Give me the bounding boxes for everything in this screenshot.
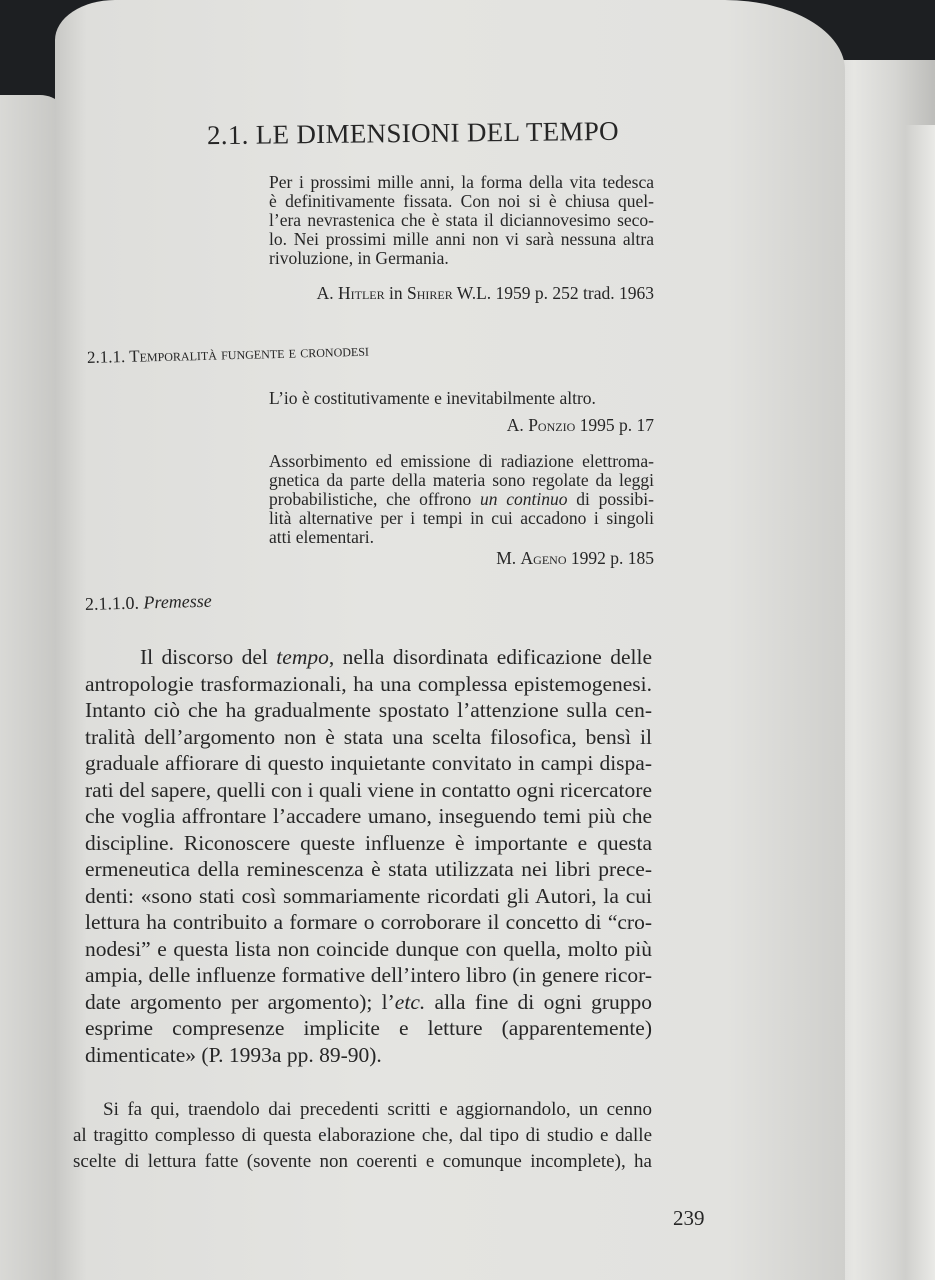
text-line bbox=[85, 777, 652, 804]
text-line bbox=[73, 1149, 652, 1175]
text-line bbox=[269, 509, 654, 528]
text-segment: gnetica da parte della materia sono regolate da leggi bbox=[269, 470, 654, 490]
text-line bbox=[85, 830, 652, 857]
text-segment: alla fine di ogni gruppo bbox=[425, 989, 652, 1014]
attr-text: M. bbox=[496, 548, 521, 568]
text-segment: graduale affiorare di questo inquietante convitato in campi dispa- bbox=[85, 751, 652, 775]
attr-text: A. bbox=[316, 283, 338, 303]
text-line bbox=[85, 644, 652, 671]
quote-ponzio bbox=[269, 389, 654, 408]
paragraph-2 bbox=[73, 1097, 652, 1175]
text-segment: Intanto ciò che ha gradualmente spostato l’attenzione sulla cen- bbox=[85, 698, 652, 722]
text-segment: date argomento per argomento); l’ bbox=[85, 989, 395, 1014]
text-line bbox=[269, 452, 654, 471]
text-line bbox=[269, 528, 654, 547]
text-segment: antropologie trasformazionali, ha una complessa epistemogenesi. bbox=[85, 671, 652, 696]
text-segment: ampia, delle influenze formative dell’intero libro (in genere ricor- bbox=[85, 963, 652, 987]
italic-text: etc. bbox=[394, 989, 426, 1014]
text-segment: Assorbimento ed emissione di radiazione elettroma- bbox=[269, 451, 654, 471]
epigraph-attribution bbox=[205, 283, 654, 304]
text-line bbox=[85, 1015, 652, 1042]
text-segment: esprime compresenze implicite e letture (apparentemente) bbox=[85, 1016, 652, 1040]
text-segment: è definitivamente fissata. Con noi si è chiusa quel- bbox=[269, 191, 654, 211]
text-line bbox=[85, 1042, 652, 1069]
text-line bbox=[73, 1123, 652, 1149]
text-line bbox=[85, 750, 652, 777]
text-segment: Il discorso del bbox=[140, 645, 277, 669]
text-line bbox=[269, 249, 654, 268]
attr-text: A. bbox=[506, 415, 529, 435]
text-line bbox=[269, 471, 654, 490]
italic-text: un continuo bbox=[480, 489, 568, 509]
text-segment: , nella disordinata edificazione delle bbox=[328, 645, 653, 669]
page-number: 239 bbox=[673, 1206, 705, 1230]
page-stack-edges-outer bbox=[905, 125, 935, 1280]
text-segment: l’era nevrastenica che è stata il diciannovesimo seco- bbox=[269, 210, 654, 230]
text-line bbox=[85, 989, 652, 1016]
text-segment: scelte di lettura fatte (sovente non coerenti e comunque incomplete), ha bbox=[73, 1151, 652, 1172]
text-line bbox=[85, 962, 652, 989]
attr-text: 1995 p. 17 bbox=[575, 415, 654, 435]
text-line bbox=[269, 230, 654, 249]
text-segment: Si fa qui, traendolo dai precedenti scritti e aggiornandolo, un cenno bbox=[103, 1099, 652, 1120]
chapter-title: 2.1. LE DIMENSIONI DEL TEMPO bbox=[206, 115, 620, 151]
text-line bbox=[269, 192, 654, 211]
section-heading bbox=[87, 341, 369, 368]
attr-text: in bbox=[384, 283, 408, 303]
text-segment: rivoluzione, in Germania. bbox=[269, 248, 449, 268]
text-segment: ermeneutica della reminescenza è stata utilizzata nei libri prece- bbox=[85, 857, 652, 881]
text-segment: nodesi” e questa lista non coincide dunque con quella, molto più bbox=[85, 936, 652, 961]
author-name: Hitler bbox=[338, 283, 385, 303]
text-segment: Per i prossimi mille anni, la forma della vita tedesca bbox=[269, 172, 654, 192]
paragraph-1 bbox=[85, 644, 652, 1068]
text-segment: lettura ha contribuito a formare o corroborare il concetto di “cro- bbox=[85, 910, 652, 934]
text-segment: lo. Nei prossimi mille anni non vi sarà nessuna altra bbox=[269, 229, 654, 249]
text-segment: denti: «sono stati così sommariamente ricordati gli Autori, la cui bbox=[85, 883, 652, 908]
text-line bbox=[85, 803, 652, 830]
subsection-heading bbox=[85, 591, 212, 615]
text-line bbox=[85, 671, 652, 698]
author-name: Ageno bbox=[520, 548, 567, 568]
text-segment: atti elementari. bbox=[269, 527, 374, 547]
text-line bbox=[269, 211, 654, 230]
subsection-title: Premesse bbox=[143, 590, 213, 613]
text-line bbox=[269, 173, 654, 192]
subsection-number: 2.1.1.0. bbox=[84, 592, 144, 614]
epigraph bbox=[269, 173, 654, 268]
italic-text: tempo bbox=[276, 645, 329, 669]
quote-ponzio-attribution bbox=[269, 415, 654, 436]
text-segment: di possibi- bbox=[567, 489, 654, 509]
text-segment: lità alternative per i tempi in cui accadono i singoli bbox=[269, 508, 654, 528]
text-line bbox=[73, 1097, 652, 1123]
attr-text: W.L. 1959 p. 252 trad. 1963 bbox=[452, 283, 654, 303]
text-line bbox=[85, 883, 652, 910]
book-page bbox=[55, 0, 845, 1280]
quote-ageno bbox=[269, 452, 654, 547]
text-segment: rati del sapere, quelli con i quali viene in contatto ogni ricercatore bbox=[85, 777, 652, 802]
text-segment: che voglia affrontare l’accadere umano, inseguendo temi più che bbox=[85, 804, 652, 828]
attr-text: 1992 p. 185 bbox=[566, 548, 654, 568]
text-segment: tralità dell’argomento non è stata una scelta filosofica, bensì il bbox=[85, 724, 652, 749]
quote-ageno-attribution bbox=[269, 548, 654, 569]
text-segment: L’io è costitutivamente e inevitabilmente altro. bbox=[269, 388, 596, 408]
text-line bbox=[269, 490, 654, 509]
text-segment: probabilistiche, che offrono bbox=[269, 489, 481, 509]
author-name: Ponzio bbox=[528, 415, 576, 435]
text-segment: dimenticate» (P. 1993a pp. 89-90). bbox=[85, 1042, 382, 1067]
text-segment: al tragitto complesso di questa elaborazione che, dal tipo di studio e dalle bbox=[73, 1125, 652, 1146]
text-segment: discipline. Riconoscere queste influenze è importante e questa bbox=[85, 830, 652, 855]
text-line bbox=[85, 936, 652, 963]
text-line bbox=[85, 909, 652, 936]
author-name: Shirer bbox=[407, 283, 453, 303]
text-line bbox=[269, 389, 654, 408]
text-line bbox=[85, 724, 652, 751]
section-title: Temporalità fungente e cronodesi bbox=[128, 340, 370, 366]
section-number: 2.1.1. bbox=[86, 346, 130, 367]
text-line bbox=[85, 697, 652, 724]
text-line bbox=[85, 856, 652, 883]
